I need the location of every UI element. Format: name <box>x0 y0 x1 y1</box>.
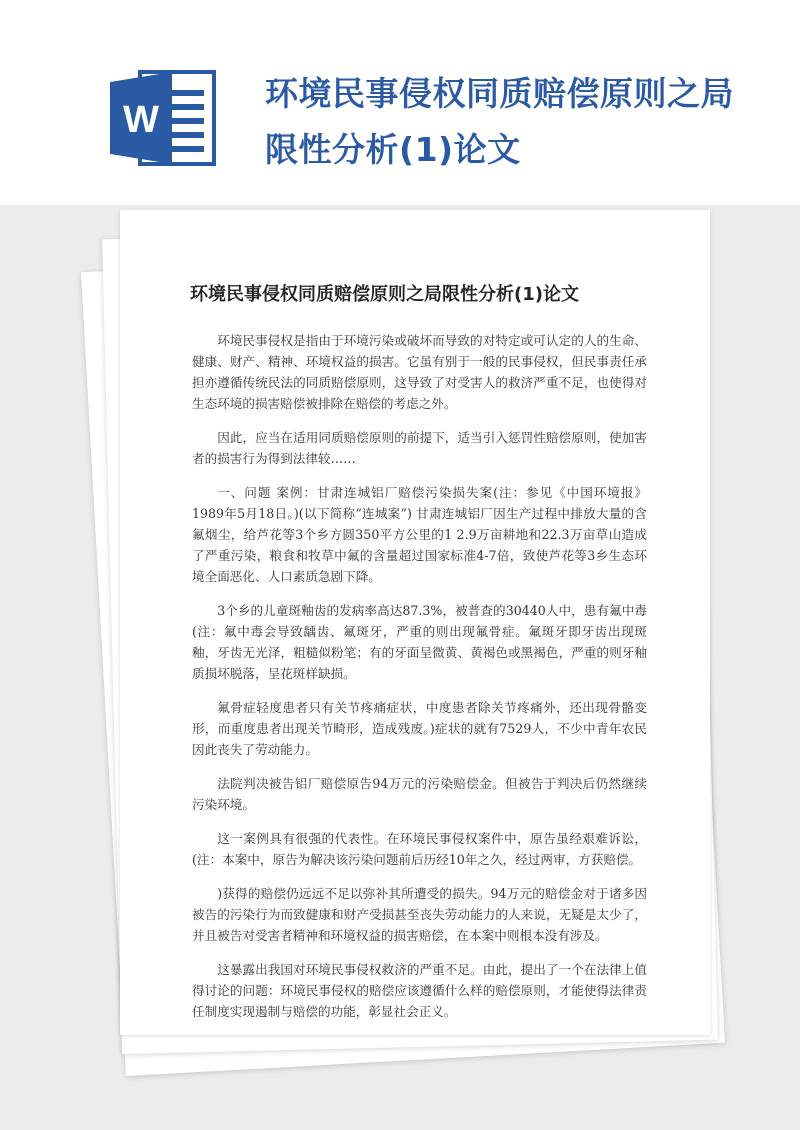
paragraph: 这暴露出我国对环境民事侵权救济的严重不足。由此，提出了一个在法律上值得讨论的问题：环境民事侵权的赔偿应该遵循什么样的赔偿原则，才能使得法律责任制度实现遏制与赔偿的功能，彰显社会正义。 <box>192 962 647 1019</box>
word-icon-letter: W <box>123 99 159 141</box>
paragraph: )获得的赔偿仍远远不足以弥补其所遭受的损失。94万元的赔偿金对于诸多因被告的污染行为而致健康和财产受损甚至丧失劳动能力的人来说，无疑是太少了，并且被告对受害者精神和环境权益的损害赔偿，在本案中则根本没有涉及。 <box>192 886 647 943</box>
paragraph: 法院判决被告铝厂赔偿原告94万元的污染赔偿金。但被告于判决后仍然继续污染环境。 <box>192 776 647 812</box>
paragraph: 环境民事侵权是指由于环境污染或破坏而导致的对特定或可认定的人的生命、健康、财产、精神、环境权益的损害。它虽有别于一般的民事侵权，但民事责任承担亦遵循传统民法的同质赔偿原则，这导致了对受害人的救济严重不足，也使得对生态环境的损害赔偿被排除在赔偿的考虑之外。 <box>192 333 647 411</box>
paragraph: 一、问题 案例：甘肃连城铝厂赔偿污染损失案(注：参见《中国环境报》1989年5月18日。)(以下简称“连城案”) 甘肃连城铝厂因生产过程中排放大量的含氟烟尘，给芦花等3个乡方圆350平方公里的1 2.9万亩耕地和22.3万亩草山造成了严重污染，粮食和牧草中氟的含量超过国家标准4-7倍，致使芦花等3乡生态环境全面恶化、人口素质急剧下降。 <box>192 485 647 584</box>
document-body <box>192 330 647 1035</box>
paragraph: 氟骨症轻度患者只有关节疼痛症状，中度患者除关节疼痛外，还出现骨骼变形，而重度患者出现关节畸形，造成残废。)症状的就有7529人，不少中青年农民因此丧失了劳动能力。 <box>192 700 647 757</box>
header <box>0 0 800 210</box>
word-document-icon <box>110 68 218 168</box>
document-page <box>120 210 710 1035</box>
paragraph: 3个乡的儿童斑釉齿的发病率高达87.3%，被普查的30440人中，患有氟中毒(注：氟中毒会导致龋齿、氟斑牙，严重的则出现氟骨症。氟斑牙即牙齿出现斑釉，牙齿无光泽，粗糙似粉笔；有的牙面呈微黄、黄褐色或黑褐色，严重的则牙釉质损坏脱落，呈花斑样缺损。 <box>192 603 647 681</box>
header-title: 环境民事侵权同质赔偿原则之局限性分析(1)论文 <box>265 74 734 169</box>
document-title: 环境民事侵权同质赔偿原则之局限性分析(1)论文 <box>190 284 579 305</box>
paragraph: 因此，应当在适用同质赔偿原则的前提下，适当引入惩罚性赔偿原则，使加害者的损害行为得到法律较…… <box>192 430 647 466</box>
paragraph: 这一案例具有很强的代表性。在环境民事侵权案件中，原告虽经艰难诉讼，(注：本案中，原告为解决该污染问题前后历经10年之久，经过两审，方获赔偿。 <box>192 831 647 867</box>
